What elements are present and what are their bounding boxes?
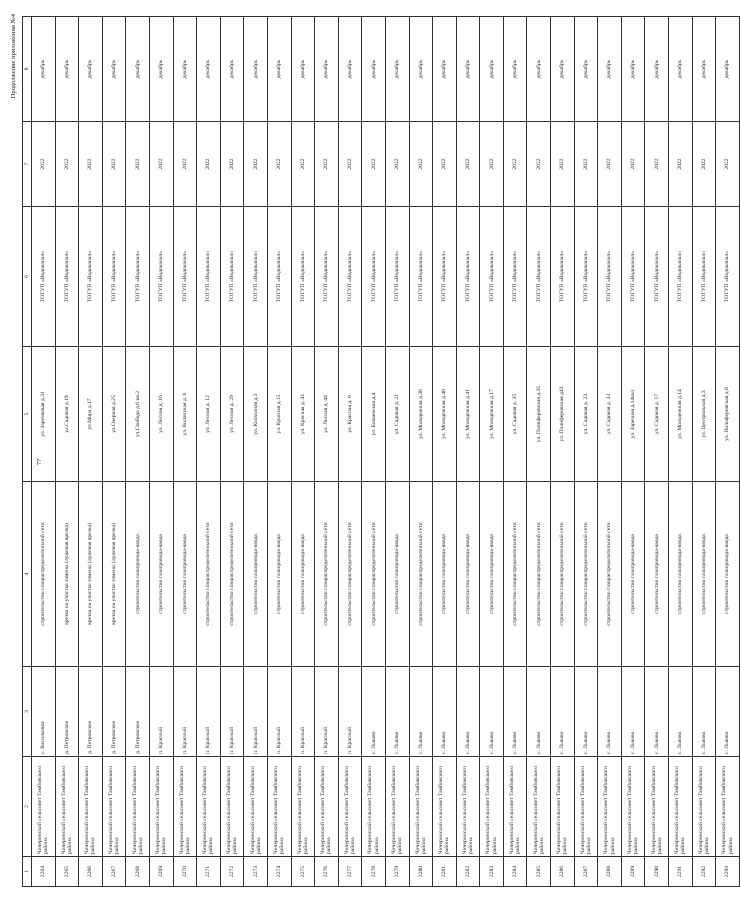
organization: ТОГУП «Водоканал» bbox=[291, 207, 315, 347]
month: декабрь bbox=[315, 17, 339, 122]
table-row bbox=[126, 17, 150, 887]
table-row bbox=[267, 17, 291, 887]
table-row bbox=[244, 17, 268, 887]
row-number: 2273 bbox=[244, 857, 268, 887]
month: декабрь bbox=[385, 17, 409, 122]
settlement: с. Львово bbox=[433, 667, 457, 757]
council-name: Чичеринский сельсовет Тамбовского района bbox=[338, 757, 362, 857]
organization: ТОГУП «Водоканал» bbox=[621, 207, 645, 347]
work-type: строительство газораспределительной сети bbox=[551, 482, 575, 667]
work-type: строительство газораспределительной сети bbox=[409, 482, 433, 667]
table-row bbox=[527, 17, 551, 887]
month: декабрь bbox=[267, 17, 291, 122]
month: декабрь bbox=[669, 17, 693, 122]
organization: ТОГУП «Водоканал» bbox=[55, 207, 79, 347]
year: 2022 bbox=[267, 122, 291, 207]
month: декабрь bbox=[32, 17, 56, 122]
column-number: 7 bbox=[23, 122, 32, 207]
year: 2022 bbox=[55, 122, 79, 207]
table-row bbox=[409, 17, 433, 887]
row-number: 2268 bbox=[126, 857, 150, 887]
month: декабрь bbox=[551, 17, 575, 122]
address: ул. Молодежная д.14 bbox=[669, 347, 693, 482]
council-name: Чичеринский сельсовет Тамбовского района bbox=[621, 757, 645, 857]
work-type: строительство газопровода-ввода bbox=[692, 482, 716, 667]
organization: ТОГУП «Водоканал» bbox=[385, 207, 409, 347]
council-name: Чичеринский сельсовет Тамбовского района bbox=[598, 757, 622, 857]
council-name: Чичеринский сельсовет Тамбовского района bbox=[315, 757, 339, 857]
address: ул.Мира д.17 bbox=[79, 347, 103, 482]
settlement: д. Петровское bbox=[55, 667, 79, 757]
row-number: 2282 bbox=[456, 857, 480, 887]
column-number: 6 bbox=[23, 207, 32, 347]
address: ул. Лесная д. 12 bbox=[197, 347, 221, 482]
month: декабрь bbox=[244, 17, 268, 122]
table-row bbox=[220, 17, 244, 887]
work-type: строительство газопровода-ввода bbox=[149, 482, 173, 667]
table-row bbox=[645, 17, 669, 887]
organization: ТОГУП «Водоканал» bbox=[220, 207, 244, 347]
year: 2022 bbox=[716, 122, 740, 207]
address: ул. Бочаевская д.4 bbox=[362, 347, 386, 482]
organization: ТОГУП «Водоканал» bbox=[173, 207, 197, 347]
table-row bbox=[197, 17, 221, 887]
settlement: с. Львово bbox=[385, 667, 409, 757]
work-type: строительство газораспределительной сети bbox=[315, 482, 339, 667]
column-number: 1 bbox=[23, 857, 32, 887]
council-name: Чичеринский сельсовет Тамбовского района bbox=[197, 757, 221, 857]
organization: ТОГУП «Водоканал» bbox=[692, 207, 716, 347]
year: 2022 bbox=[669, 122, 693, 207]
year: 2022 bbox=[574, 122, 598, 207]
council-name: Чичеринский сельсовет Тамбовского района bbox=[480, 757, 504, 857]
row-number: 2277 bbox=[338, 857, 362, 887]
year: 2022 bbox=[32, 122, 56, 207]
table-row bbox=[598, 17, 622, 887]
work-type: строительство газораспределительной сети bbox=[197, 482, 221, 667]
year: 2022 bbox=[338, 122, 362, 207]
settlement: д. Петровское bbox=[79, 667, 103, 757]
work-type: строительство газопровода-ввода bbox=[173, 482, 197, 667]
year: 2022 bbox=[385, 122, 409, 207]
address: ул. Колхозная д. 6 bbox=[173, 347, 197, 482]
year: 2022 bbox=[527, 122, 551, 207]
settlement: с. Васильевка bbox=[32, 667, 56, 757]
council-name: Чичеринский сельсовет Тамбовского района bbox=[220, 757, 244, 857]
settlement: п. Красный bbox=[291, 667, 315, 757]
month: декабрь bbox=[503, 17, 527, 122]
council-name: Чичеринский сельсовет Тамбовского района bbox=[503, 757, 527, 857]
organization: ТОГУП «Водоканал» bbox=[267, 207, 291, 347]
table-row bbox=[79, 17, 103, 887]
month: декабрь bbox=[362, 17, 386, 122]
month: декабрь bbox=[716, 17, 740, 122]
organization: ТОГУП «Водоканал» bbox=[645, 207, 669, 347]
year: 2022 bbox=[433, 122, 457, 207]
address: ул. Красная д. 41 bbox=[291, 347, 315, 482]
council-name: Чичеринский сельсовет Тамбовского района bbox=[362, 757, 386, 857]
organization: ТОГУП «Водоканал» bbox=[456, 207, 480, 347]
work-type: строительство газораспределительной сети bbox=[503, 482, 527, 667]
table-row bbox=[503, 17, 527, 887]
row-number: 2272 bbox=[220, 857, 244, 887]
council-name: Чичеринский сельсовет Тамбовского района bbox=[55, 757, 79, 857]
year: 2022 bbox=[102, 122, 126, 207]
settlement: с. Львово bbox=[692, 667, 716, 757]
settlement: п. Красный bbox=[315, 667, 339, 757]
table-row bbox=[338, 17, 362, 887]
row-number: 2276 bbox=[315, 857, 339, 887]
year: 2022 bbox=[362, 122, 386, 207]
work-type: строительство газораспределительной сети bbox=[220, 482, 244, 667]
organization: ТОГУП «Водоканал» bbox=[362, 207, 386, 347]
settlement: с. Львово bbox=[598, 667, 622, 757]
settlement: п. Красный bbox=[197, 667, 221, 757]
settlement: с. Львово bbox=[503, 667, 527, 757]
settlement: с. Львово bbox=[621, 667, 645, 757]
month: декабрь bbox=[409, 17, 433, 122]
address: ул. Молодежная д.36 bbox=[409, 347, 433, 482]
month: декабрь bbox=[433, 17, 457, 122]
organization: ТОГУП «Водоканал» bbox=[149, 207, 173, 347]
council-name: Чичеринский сельсовет Тамбовского района bbox=[79, 757, 103, 857]
table-row bbox=[173, 17, 197, 887]
address: ул.Свобода д.6 кв.2 bbox=[126, 347, 150, 482]
row-number: 2293 bbox=[716, 857, 740, 887]
month: декабрь bbox=[480, 17, 504, 122]
work-type: строительство газораспределительной сети bbox=[338, 482, 362, 667]
row-number: 2269 bbox=[149, 857, 173, 887]
month: декабрь bbox=[126, 17, 150, 122]
works-table bbox=[22, 16, 740, 887]
row-number: 2280 bbox=[409, 857, 433, 887]
council-name: Чичеринский сельсовет Тамбовского района bbox=[574, 757, 598, 857]
work-type: строительство газопровода-ввода bbox=[433, 482, 457, 667]
organization: ТОГУП «Водоканал» bbox=[669, 207, 693, 347]
work-type: врезка на участке замены (лужевая врезка) bbox=[102, 482, 126, 667]
settlement: с. Львово bbox=[362, 667, 386, 757]
column-number: 2 bbox=[23, 757, 32, 857]
work-type: строительство газопровода-ввода bbox=[244, 482, 268, 667]
address: ул. Заречковая д.31 bbox=[32, 347, 56, 482]
council-name: Чичеринский сельсовет Тамбовского района bbox=[244, 757, 268, 857]
work-type: строительство газопровода-ввода bbox=[480, 482, 504, 667]
month: декабрь bbox=[79, 17, 103, 122]
year: 2022 bbox=[409, 122, 433, 207]
work-type: строительство газопровода-ввода bbox=[645, 482, 669, 667]
year: 2022 bbox=[220, 122, 244, 207]
council-name: Чичеринский сельсовет Тамбовского района bbox=[433, 757, 457, 857]
month: декабрь bbox=[338, 17, 362, 122]
table-row bbox=[55, 17, 79, 887]
address: ул. Полиферовская д.35 bbox=[527, 347, 551, 482]
work-type: строительство газораспределительной сети bbox=[598, 482, 622, 667]
month: декабрь bbox=[220, 17, 244, 122]
table-row bbox=[692, 17, 716, 887]
table-row bbox=[480, 17, 504, 887]
address: ул. Красная д.15 bbox=[267, 347, 291, 482]
month: декабрь bbox=[645, 17, 669, 122]
address: ул. Заречная д.14кв1 bbox=[621, 347, 645, 482]
organization: ТОГУП «Водоканал» bbox=[716, 207, 740, 347]
settlement: д. Петровское bbox=[102, 667, 126, 757]
year: 2022 bbox=[645, 122, 669, 207]
row-number: 2283 bbox=[480, 857, 504, 887]
row-number: 2278 bbox=[362, 857, 386, 887]
year: 2022 bbox=[692, 122, 716, 207]
row-number: 2292 bbox=[692, 857, 716, 887]
row-number: 2266 bbox=[79, 857, 103, 887]
council-name: Чичеринский сельсовет Тамбовского района bbox=[267, 757, 291, 857]
month: декабрь bbox=[149, 17, 173, 122]
work-type: строительство газораспределительной сети bbox=[574, 482, 598, 667]
council-name: Чичеринский сельсовет Тамбовского района bbox=[669, 757, 693, 857]
table-body bbox=[23, 17, 740, 887]
month: декабрь bbox=[291, 17, 315, 122]
month: декабрь bbox=[621, 17, 645, 122]
council-name: Чичеринский сельсовет Тамбовского района bbox=[692, 757, 716, 857]
settlement: п. Красный bbox=[338, 667, 362, 757]
organization: ТОГУП «Водоканал» bbox=[338, 207, 362, 347]
row-number: 2281 bbox=[433, 857, 457, 887]
row-number: 2284 bbox=[503, 857, 527, 887]
work-type: строительство газопровода-ввода bbox=[126, 482, 150, 667]
year: 2022 bbox=[480, 122, 504, 207]
settlement: с. Львово bbox=[669, 667, 693, 757]
table-row bbox=[621, 17, 645, 887]
row-number: 2279 bbox=[385, 857, 409, 887]
work-type: строительство газопровода-ввода bbox=[669, 482, 693, 667]
council-name: Чичеринский сельсовет Тамбовского района bbox=[645, 757, 669, 857]
work-type: строительство газораспределительной сети bbox=[32, 482, 56, 667]
row-number: 2285 bbox=[527, 857, 551, 887]
council-name: Чичеринский сельсовет Тамбовского района bbox=[385, 757, 409, 857]
work-type: строительство газопровода-ввода bbox=[716, 482, 740, 667]
column-number-row bbox=[23, 17, 32, 887]
organization: ТОГУП «Водоканал» bbox=[126, 207, 150, 347]
row-number: 2290 bbox=[645, 857, 669, 887]
work-type: строительство газораспределительной сети bbox=[527, 482, 551, 667]
year: 2022 bbox=[126, 122, 150, 207]
table-row bbox=[574, 17, 598, 887]
council-name: Чичеринский сельсовет Тамбовского района bbox=[291, 757, 315, 857]
table-row bbox=[456, 17, 480, 887]
row-number: 2267 bbox=[102, 857, 126, 887]
organization: ТОГУП «Водоканал» bbox=[197, 207, 221, 347]
address: ул.Озерная д.25 bbox=[102, 347, 126, 482]
table-row bbox=[362, 17, 386, 887]
row-number: 2264 bbox=[32, 857, 56, 887]
settlement: д. Петровское bbox=[126, 667, 150, 757]
table-row bbox=[32, 17, 56, 887]
council-name: Чичеринский сельсовет Тамбовского района bbox=[102, 757, 126, 857]
address: ул. Садовая д. 17 bbox=[645, 347, 669, 482]
work-type: врезка на участке замены (лужевая врезка) bbox=[55, 482, 79, 667]
year: 2022 bbox=[315, 122, 339, 207]
row-number: 2275 bbox=[291, 857, 315, 887]
organization: ТОГУП «Водоканал» bbox=[574, 207, 598, 347]
column-number: 4 bbox=[23, 482, 32, 667]
council-name: Чичеринский сельсовет Тамбовского района bbox=[149, 757, 173, 857]
table-row bbox=[315, 17, 339, 887]
address: ул.Садовая д.19 bbox=[55, 347, 79, 482]
settlement: п. Красный bbox=[267, 667, 291, 757]
row-number: 2271 bbox=[197, 857, 221, 887]
table-row bbox=[551, 17, 575, 887]
address: ул. Лесная д. 29 bbox=[220, 347, 244, 482]
council-name: Чичеринский сельсовет Тамбовского района bbox=[126, 757, 150, 857]
council-name: Чичеринский сельсовет Тамбовского района bbox=[551, 757, 575, 857]
year: 2022 bbox=[621, 122, 645, 207]
month: декабрь bbox=[456, 17, 480, 122]
settlement: с. Львово bbox=[456, 667, 480, 757]
row-number: 2270 bbox=[173, 857, 197, 887]
year: 2022 bbox=[149, 122, 173, 207]
organization: ТОГУП «Водоканал» bbox=[551, 207, 575, 347]
settlement: с. Львово bbox=[551, 667, 575, 757]
address: ул. Садовая д. 35 bbox=[503, 347, 527, 482]
address: ул. Колхозная д.3 bbox=[244, 347, 268, 482]
council-name: Чичеринский сельсовет Тамбовского района bbox=[32, 757, 56, 857]
month: декабрь bbox=[55, 17, 79, 122]
address: ул. Молодежная д.17 bbox=[480, 347, 504, 482]
table-row bbox=[149, 17, 173, 887]
year: 2022 bbox=[291, 122, 315, 207]
address: ул. Молодежная д.41 bbox=[456, 347, 480, 482]
organization: ТОГУП «Водоканал» bbox=[433, 207, 457, 347]
column-number: 5 bbox=[23, 347, 32, 482]
table-row bbox=[102, 17, 126, 887]
settlement: с. Львово bbox=[574, 667, 598, 757]
address: ул. Полиферовская д.8 bbox=[716, 347, 740, 482]
work-type: врезка на участке замены (лужевая врезка) bbox=[79, 482, 103, 667]
settlement: с. Львово bbox=[716, 667, 740, 757]
year: 2022 bbox=[456, 122, 480, 207]
work-type: строительство газораспределительной сети bbox=[362, 482, 386, 667]
month: декабрь bbox=[574, 17, 598, 122]
row-number: 2287 bbox=[574, 857, 598, 887]
organization: ТОГУП «Водоканал» bbox=[79, 207, 103, 347]
address: ул. Центральная д.3 bbox=[692, 347, 716, 482]
organization: ТОГУП «Водоканал» bbox=[527, 207, 551, 347]
settlement: с. Львово bbox=[480, 667, 504, 757]
year: 2022 bbox=[598, 122, 622, 207]
address: ул. Садовая д. 21 bbox=[385, 347, 409, 482]
settlement: п. Красный bbox=[220, 667, 244, 757]
row-number: 2291 bbox=[669, 857, 693, 887]
address: ул. Лесная д. 44 bbox=[315, 347, 339, 482]
row-number: 2289 bbox=[621, 857, 645, 887]
address: ул. Лесная д. 16 bbox=[149, 347, 173, 482]
table-row bbox=[433, 17, 457, 887]
month: декабрь bbox=[692, 17, 716, 122]
council-name: Чичеринский сельсовет Тамбовского района bbox=[716, 757, 740, 857]
month: декабрь bbox=[173, 17, 197, 122]
table-row bbox=[291, 17, 315, 887]
page-number: 77 bbox=[37, 459, 43, 465]
year: 2022 bbox=[197, 122, 221, 207]
settlement: с. Львово bbox=[645, 667, 669, 757]
settlement: п. Красный bbox=[173, 667, 197, 757]
year: 2022 bbox=[551, 122, 575, 207]
address: ул. Молодежная д.40 bbox=[433, 347, 457, 482]
organization: ТОГУП «Водоканал» bbox=[503, 207, 527, 347]
organization: ТОГУП «Водоканал» bbox=[409, 207, 433, 347]
council-name: Чичеринский сельсовет Тамбовского района bbox=[527, 757, 551, 857]
year: 2022 bbox=[173, 122, 197, 207]
year: 2022 bbox=[79, 122, 103, 207]
council-name: Чичеринский сельсовет Тамбовского района bbox=[409, 757, 433, 857]
organization: ТОГУП «Водоканал» bbox=[480, 207, 504, 347]
month: декабрь bbox=[527, 17, 551, 122]
year: 2022 bbox=[244, 122, 268, 207]
work-type: строительство газопровода-ввода bbox=[267, 482, 291, 667]
settlement: с. Львово bbox=[527, 667, 551, 757]
column-number: 3 bbox=[23, 667, 32, 757]
address: ул. Красная д. 6 bbox=[338, 347, 362, 482]
row-number: 2286 bbox=[551, 857, 575, 887]
row-number: 2274 bbox=[267, 857, 291, 887]
organization: ТОГУП «Водоканал» bbox=[102, 207, 126, 347]
work-type: строительство газопровода-ввода bbox=[385, 482, 409, 667]
table-row bbox=[716, 17, 740, 887]
settlement: п. Красный bbox=[244, 667, 268, 757]
work-type: строительство газопровода-ввода bbox=[456, 482, 480, 667]
month: декабрь bbox=[197, 17, 221, 122]
row-number: 2265 bbox=[55, 857, 79, 887]
settlement: с. Львово bbox=[409, 667, 433, 757]
year: 2022 bbox=[503, 122, 527, 207]
organization: ТОГУП «Водоканал» bbox=[598, 207, 622, 347]
work-type: строительство газопровода-ввода bbox=[621, 482, 645, 667]
organization: ТОГУП «Водоканал» bbox=[244, 207, 268, 347]
continuation-note: Продолжение приложения №4 bbox=[10, 14, 17, 99]
council-name: Чичеринский сельсовет Тамбовского района bbox=[173, 757, 197, 857]
table-row bbox=[669, 17, 693, 887]
month: декабрь bbox=[102, 17, 126, 122]
work-type: строительство газопровода-ввода bbox=[291, 482, 315, 667]
organization: ТОГУП «Водоканал» bbox=[315, 207, 339, 347]
row-number: 2288 bbox=[598, 857, 622, 887]
organization: ТОГУП «Водоканал» bbox=[32, 207, 56, 347]
table-row bbox=[385, 17, 409, 887]
settlement: п. Красный bbox=[149, 667, 173, 757]
column-number: 8 bbox=[23, 17, 32, 122]
month: декабрь bbox=[598, 17, 622, 122]
address: ул. Полиферовская д43 bbox=[551, 347, 575, 482]
address: ул. Садовая д. 23 bbox=[574, 347, 598, 482]
council-name: Чичеринский сельсовет Тамбовского района bbox=[456, 757, 480, 857]
address: ул. Садовая д. 33 bbox=[598, 347, 622, 482]
